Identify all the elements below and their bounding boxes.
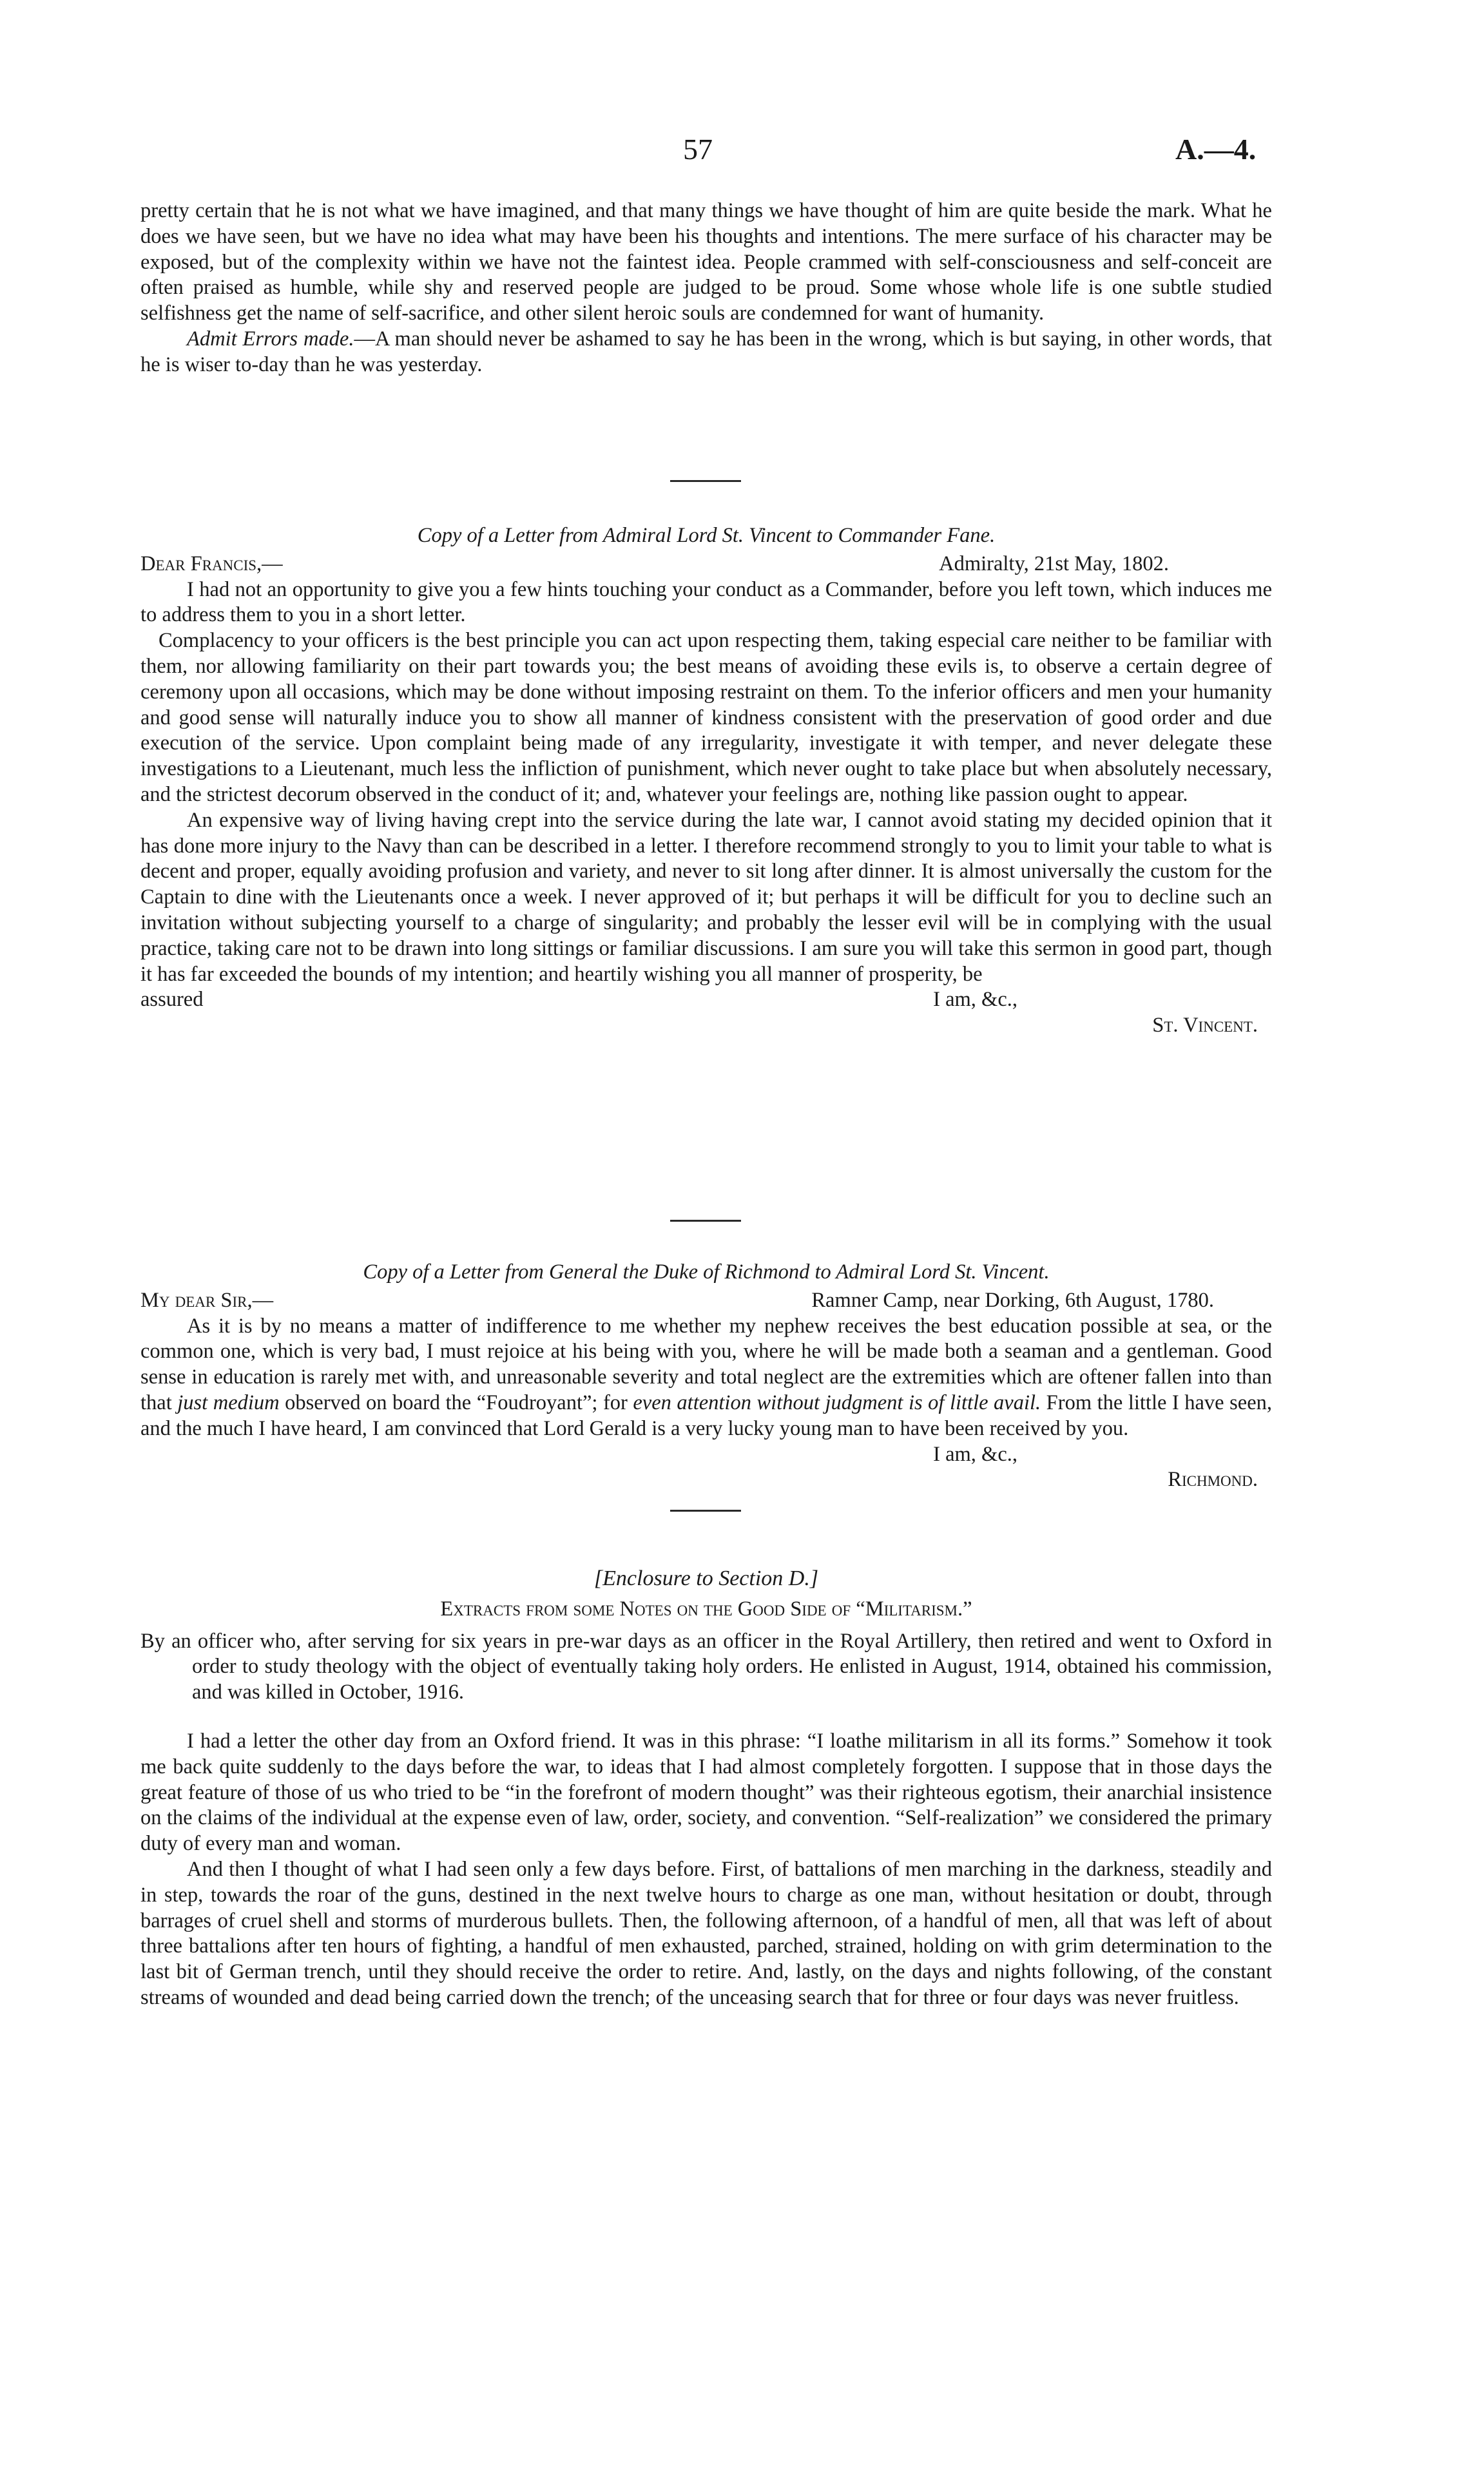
letter-title: Copy of a Letter from General the Duke of Richmond to Admiral Lord St. Vincent.: [363, 1260, 1050, 1284]
closing: I am, &c.,: [933, 988, 1017, 1012]
place-date: Admiralty, 21st May, 1802.: [939, 552, 1169, 575]
enclosure-heading: [Enclosure to Section D.]: [593, 1566, 819, 1590]
italic-run: even attention without judgment is of little avail.: [633, 1391, 1041, 1414]
signature: Richmond.: [1168, 1468, 1258, 1492]
enclosure-paragraph: I had a letter the other day from an Oxford friend. It was in this phrase: “I loathe militarism in all its forms.” Somehow it took me back quite suddenly to the days before the war, to ideas that I had almost completely forgotten. I suppose that in those days the great feature of those of us who tried to be “in the forefront of modern thought” was their righteous egotism, their anarchial insistence on the claims of the individual at the expense even of law, order, society, and convention. “Self-realization” we considered the primary duty of every man and woman.: [140, 1729, 1272, 1856]
text-run: From the little I have seen, and the much I have heard, I am convinced that Lord Gerald is a very lucky young man to have been received by you.: [140, 1391, 1272, 1440]
text-run: observed on board the “Foudroyant”; for: [279, 1391, 633, 1414]
admit-errors-paragraph: [140, 327, 1272, 378]
closing: I am, &c.,: [933, 1442, 1017, 1466]
letter-paragraph: Complacency to your officers is the best principle you can act upon respecting them, taking especial care neither to be familiar with them, nor allowing familiarity on their part towards you; the best means of avoiding these evils is, to observe a certain degree of ceremony upon all occasions, which may be done without imposing restraint on them. To the inferior officers and men your humanity and good sense will naturally induce you to show all manner of kindness consistent with the preservation of good order and due execution of the service. Upon complaint being made of any irregularity, investigate it with temper, and never delegate these investigations to a Lieutenant, much less the infliction of punishment, which never ought to take place but when absolutely necessary, and the strictest decorum observed in the conduct of it; and, whatever your feelings are, nothing like passion ought to appear.: [140, 629, 1272, 806]
opening-paragraph: pretty certain that he is not what we have imagined, and that many things we have thought of him are quite beside the mark. What he does we have seen, but we have no idea what may have been his thoughts and intentions. The mere surface of his character may be exposed, but of the complexity within we have not the faintest idea. People crammed with self-consciousness and self-conceit are often praised as humble, while shy and reserved people are judged to be proud. Some whose whole life is one subtle studied selfishness get the name of self-sacrifice, and other silent heroic souls are condemned for want of humanity.: [140, 199, 1272, 325]
admit-errors-text: —A man should never be ashamed to say he has been in the wrong, which is but saying, in other words, that he is wiser to-day than he was yesterday.: [140, 327, 1272, 376]
letter-st-vincent: [140, 523, 1272, 1039]
text-run: As it is by no means a matter of indifference to me whether my nephew receives the best education possible at sea, or the common one, which is very bad, I must rejoice at his being with you, where he will be made both a seaman and a gentleman. Good sense in education is rarely met with, and unreasonable severity and total neglect are the extremities which are oftener fallen into than that: [140, 1314, 1272, 1414]
enclosure-section: [140, 1566, 1272, 2011]
enclosure-subheading: Extracts from some Notes on the Good Side of “Militarism.”: [440, 1597, 972, 1621]
enclosure-paragraph: And then I thought of what I had seen only a few days before. First, of battalions of men marching in the darkness, steadily and in step, towards the roar of the guns, destined in the next twelve hours to charge as one man, without hesitation or doubt, through barrages of cruel shell and storms of murderous bullets. Then, the following afternoon, of a handful of men, all that was left of about three battalions after ten hours of fighting, a handful of men exhausted, parched, strained, holding on with grim determination to the last bit of German trench, until they should receive the order to retire. And, lastly, on the days and nights following, of the constant streams of wounded and dead being carried down the trench; of the unceasing search that for three or four days was never fruitless.: [140, 1857, 1272, 2009]
letter-richmond: [140, 1260, 1272, 1493]
section-divider: [670, 1220, 741, 1222]
document-reference: A.—4.: [1175, 133, 1257, 166]
section-divider: [670, 480, 741, 482]
signature: St. Vincent.: [1152, 1014, 1258, 1037]
enclosure-intro: By an officer who, after serving for six years in pre-war days as an officer in the Royal Artillery, then retired and went to Oxford in order to study theology with the object of eventually taking holy orders. He enlisted in August, 1914, obtained his commission, and was killed in October, 1916.: [140, 1629, 1272, 1704]
section-divider: [670, 1510, 741, 1512]
opening-section: [140, 198, 1272, 378]
letter-paragraph: I had not an opportunity to give you a few hints touching your conduct as a Commander, before you left town, which induces me to address them to you in a short letter.: [140, 577, 1272, 627]
letter-paragraph: [140, 1314, 1272, 1442]
place-date: Ramner Camp, near Dorking, 6th August, 1780.: [811, 1288, 1214, 1312]
salutation: My dear Sir,—: [140, 1288, 274, 1312]
italic-run: just medium: [177, 1391, 280, 1414]
page-number: 57: [683, 133, 713, 166]
salutation: Dear Francis,—: [140, 552, 283, 575]
closing-word: assured: [140, 988, 204, 1012]
letter-title: Copy of a Letter from Admiral Lord St. Vincent to Commander Fane.: [417, 524, 996, 547]
letter-paragraph: An expensive way of living having crept into the service during the late war, I cannot avoid stating my decided opinion that it has done more injury to the Navy than can be described in a letter. I therefore recommend strongly to you to limit your table to what is decent and proper, equally avoiding profusion and variety, and never to sit long after dinner. It is almost universally the custom for the Captain to dine with the Lieutenants once a week. I never approved of it; but perhaps it will be difficult for you to decline such an invitation without subjecting yourself to a charge of singularity; and probably the lesser evil will be in complying with the usual practice, taking care not to be drawn into long sittings or familiar discussions. I am sure you will take this sermon in good part, though it has far exceeded the bounds of my intention; and heartily wishing you all manner of prosperity, be: [140, 808, 1272, 986]
admit-errors-heading: Admit Errors made.: [187, 327, 354, 351]
